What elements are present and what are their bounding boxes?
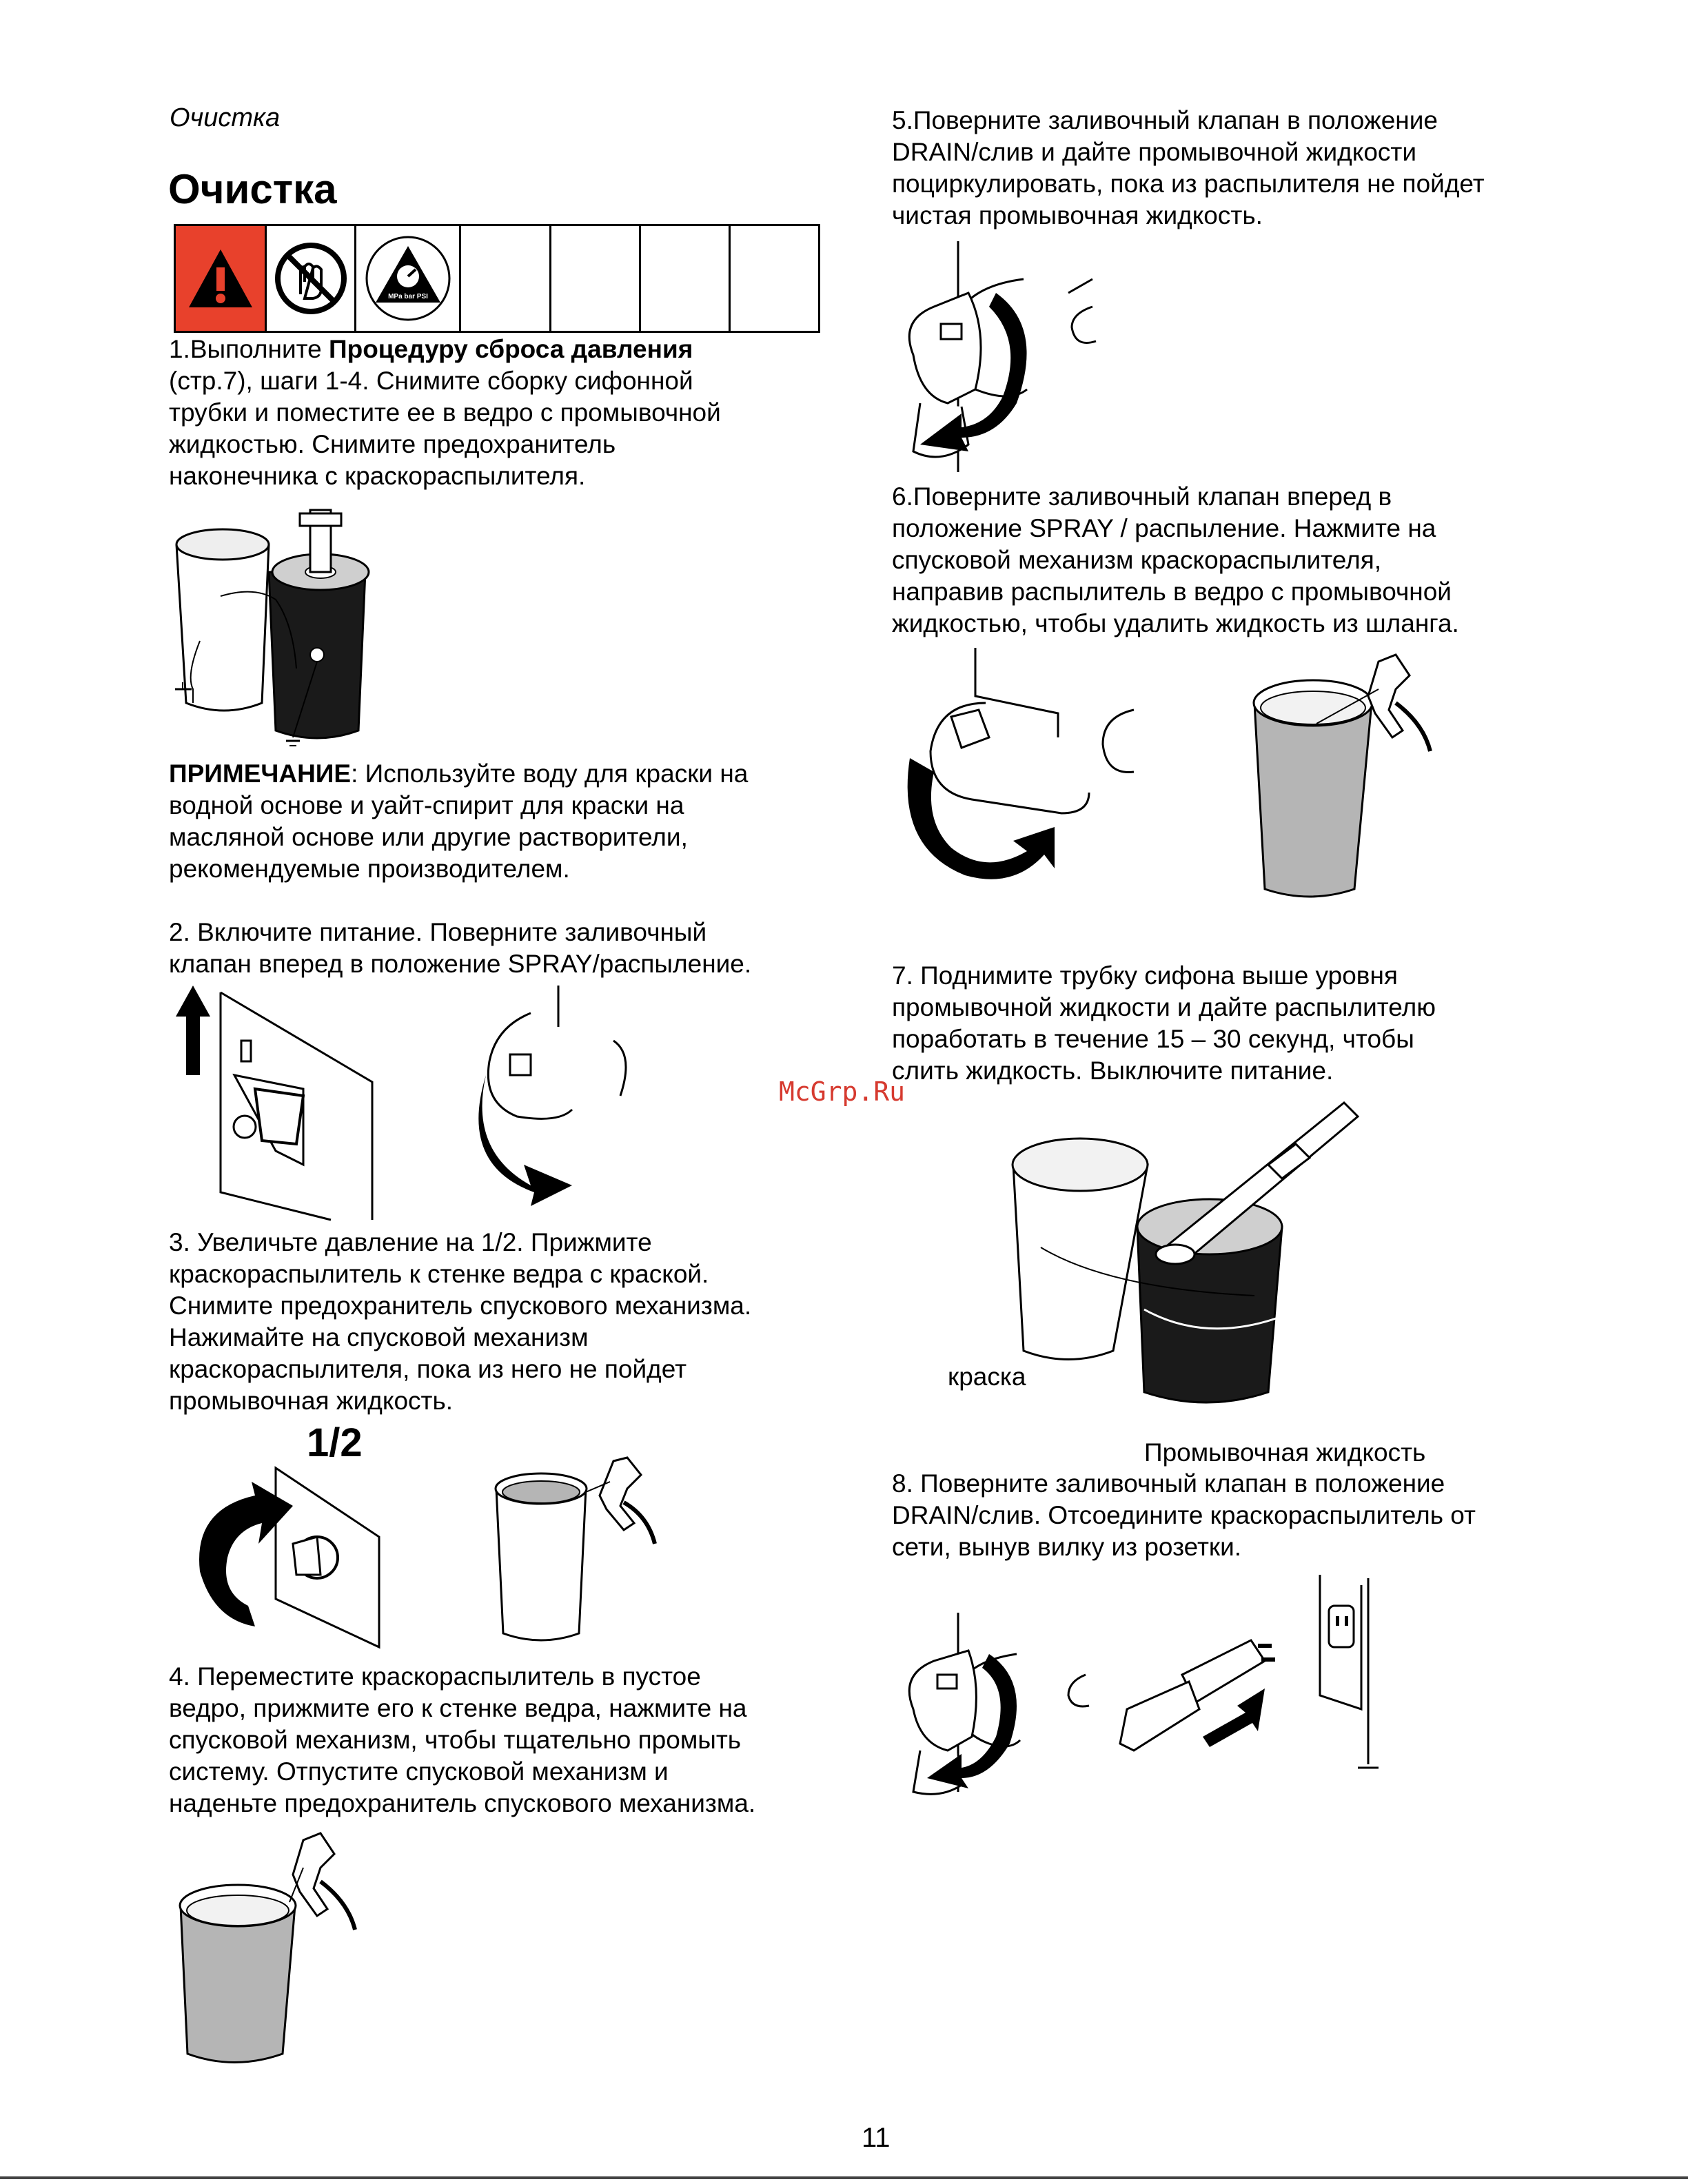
page-number: 11: [862, 2123, 891, 2153]
spray-into-bucket-illustration: [896, 648, 1489, 937]
step-8-text: [892, 1468, 1581, 1563]
down-left-arrow-icon: [1203, 1688, 1265, 1747]
text-line: поработать в течение 15 – 30 секунд, чтобы: [892, 1025, 1414, 1053]
step-3-text: [169, 1227, 844, 1417]
text-line: рекомендуемые производителем.: [169, 855, 570, 883]
pressure-gauge-icon: [356, 226, 461, 331]
step-6-text: [892, 481, 1581, 640]
step-4-text: [169, 1661, 858, 1819]
step-1-bold: Процедуру сброса давления: [329, 335, 693, 363]
two-buckets-illustration: [172, 503, 407, 751]
warning-triangle-icon: [176, 226, 267, 331]
watermark: McGrp.Ru: [779, 1076, 906, 1107]
text-line: трубки и поместите ее в ведро с промывочной: [169, 398, 721, 427]
text-line: краскораспылителя, пока из него не пойдет: [169, 1355, 687, 1383]
up-arrow-icon: [176, 986, 210, 1075]
empty-cell: [641, 226, 731, 331]
half-label: 1/2: [307, 1420, 363, 1465]
step-7-text: [892, 960, 1581, 1087]
text-line: (стр.7), шаги 1-4. Снимите сборку сифонной: [169, 367, 693, 395]
step-1-text: [169, 334, 844, 492]
text-line: 7. Поднимите трубку сифона выше уровня: [892, 961, 1398, 990]
step-5-text: [892, 105, 1581, 232]
text-line: положение SPRAY / распыление. Нажмите на: [892, 514, 1436, 542]
text-line: ведро, прижмите его к стенке ведра, нажмите на: [169, 1694, 747, 1722]
unplug-illustration: [893, 1571, 1375, 1799]
no-hand-injection-icon: [267, 226, 356, 331]
empty-cell: [731, 226, 818, 331]
text-line: сети, вынув вилку из розетки.: [892, 1533, 1242, 1561]
text-line: 3. Увеличьте давление на 1/2. Прижмите: [169, 1228, 652, 1256]
step-1-prefix: 1.Выполните: [169, 335, 329, 363]
spray-valve-illustration: [172, 986, 655, 1227]
text-line: систему. Отпустите спусковой механизм и: [169, 1757, 669, 1786]
text-line: Нажимайте на спусковой механизм: [169, 1323, 589, 1351]
empty-cell: [461, 226, 551, 331]
text-line: промывочная жидкость.: [169, 1387, 454, 1415]
empty-bucket-gun-illustration: [172, 1826, 379, 2074]
note-text: [169, 758, 844, 885]
text-line: 2. Включите питание. Поверните заливочный: [169, 918, 707, 946]
text-line: DRAIN/слив и дайте промывочной жидкости: [892, 138, 1417, 166]
note-label: ПРИМЕЧАНИЕ: [169, 759, 352, 788]
text-line: клапан вперед в положение SPRAY/распыление.: [169, 950, 752, 978]
text-line: наденьте предохранитель спускового механизма.: [169, 1789, 756, 1817]
text-line: слить жидкость. Выключите питание.: [892, 1057, 1334, 1085]
step-2-text: [169, 917, 844, 980]
text-line: наконечника с краскораспылителя.: [169, 462, 586, 490]
warning-icon-table: [174, 224, 820, 333]
text-line: масляной основе или другие растворители,: [169, 823, 688, 851]
text-line: направив распылитель в ведро с промывочной: [892, 578, 1452, 606]
text-line: 6.Поверните заливочный клапан вперед в: [892, 482, 1392, 511]
paint-label: краска: [948, 1363, 1026, 1391]
text-line: краскораспылитель к стенке ведра с краской.: [169, 1260, 709, 1288]
text-line: водной основе и уайт-спирит для краски на: [169, 791, 684, 819]
pressure-knob-illustration: [172, 1454, 696, 1661]
text-line: спусковой механизм, чтобы тщательно промыть: [169, 1726, 742, 1754]
text-line: поциркулировать, пока из распылителя не пойдет: [892, 170, 1485, 198]
text-line: 5.Поверните заливочный клапан в положение: [892, 106, 1438, 134]
note-first: : Используйте воду для краски на: [351, 759, 749, 788]
text-line: DRAIN/слив. Отсоедините краскораспылитель от: [892, 1501, 1476, 1529]
text-line: чистая промывочная жидкость.: [892, 201, 1263, 229]
text-line: жидкостью, чтобы удалить жидкость из шланга.: [892, 609, 1459, 637]
gauge-label: MPa bar PSI: [387, 293, 428, 300]
text-line: 8. Поверните заливочный клапан в положение: [892, 1469, 1445, 1498]
empty-cell: [551, 226, 641, 331]
text-line: промывочной жидкости и дайте распылителю: [892, 993, 1436, 1021]
section-header: Очистка: [170, 103, 281, 132]
siphon-tube-buckets-illustration: [1006, 1089, 1365, 1413]
text-line: спусковой механизм краскораспылителя,: [892, 546, 1382, 574]
text-line: 4. Переместите краскораспылитель в пустое: [169, 1662, 701, 1691]
text-line: жидкостью. Снимите предохранитель: [169, 430, 616, 458]
text-line: Снимите предохранитель спускового механизма.: [169, 1292, 752, 1320]
bottom-rule: [0, 2176, 1688, 2179]
flush-fluid-label: Промывочная жидкость: [1144, 1438, 1426, 1467]
drain-valve-illustration: [893, 238, 1113, 479]
page-title: Очистка: [168, 166, 337, 212]
